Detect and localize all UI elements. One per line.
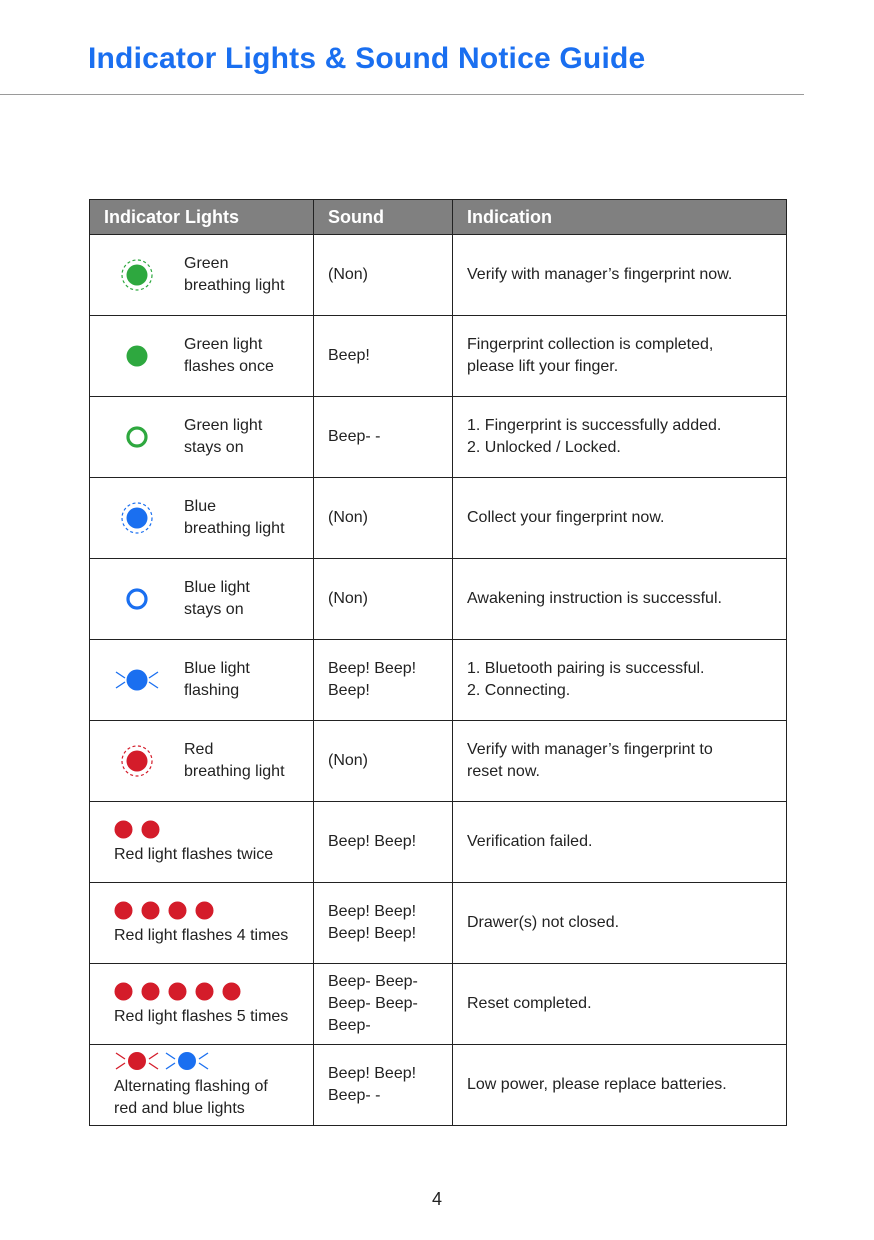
- red-flashing-light-icon: [114, 1048, 160, 1074]
- table-row: [90, 235, 787, 316]
- sound-cell: (Non): [314, 478, 453, 559]
- red-flash-dots: [114, 980, 313, 1002]
- red-dot-icon: [168, 901, 187, 920]
- light-description: Alternating flashing of red and blue lights: [114, 1078, 268, 1117]
- blue-ring-icon: [119, 581, 155, 617]
- light-cell: [90, 802, 314, 883]
- light-cell: [90, 883, 314, 964]
- red-dot-icon: [222, 982, 241, 1001]
- blue-flashing-light-icon: [113, 665, 161, 695]
- sound-cell: (Non): [314, 559, 453, 640]
- light-cell: [90, 1045, 314, 1126]
- light-cell: [90, 316, 314, 397]
- red-flash-dots: [114, 818, 313, 840]
- table-row: [90, 721, 787, 802]
- sound-cell: Beep- -: [314, 397, 453, 478]
- red-dot-icon: [114, 901, 133, 920]
- table-row: [90, 883, 787, 964]
- light-description: Green light flashes once: [184, 336, 274, 375]
- light-description: Red breathing light: [184, 741, 285, 780]
- table-row: [90, 478, 787, 559]
- light-description: Red light flashes 4 times: [114, 927, 289, 944]
- sound-cell: Beep!: [314, 316, 453, 397]
- red-dot-icon: [114, 982, 133, 1001]
- indication-cell: Drawer(s) not closed.: [453, 883, 787, 964]
- red-dot-icon: [141, 820, 160, 839]
- table-header-row: [90, 200, 787, 235]
- light-description: Blue breathing light: [184, 498, 285, 537]
- light-cell: [90, 397, 314, 478]
- sound-cell: Beep! Beep! Beep!: [314, 640, 453, 721]
- indication-cell: Verify with manager’s fingerprint now.: [453, 235, 787, 316]
- green-solid-dot-icon: [119, 338, 155, 374]
- column-header-indicator-lights: Indicator Lights: [90, 200, 314, 235]
- title-divider: [0, 94, 804, 95]
- red-dot-icon: [114, 820, 133, 839]
- sound-cell: Beep! Beep! Beep- -: [314, 1045, 453, 1126]
- sound-cell: Beep! Beep! Beep! Beep!: [314, 883, 453, 964]
- light-description: Blue light stays on: [184, 579, 250, 618]
- light-description: Red light flashes twice: [114, 846, 274, 863]
- blue-flashing-light-icon: [164, 1048, 210, 1074]
- red-breathing-light-icon: [119, 743, 155, 779]
- sound-cell: (Non): [314, 235, 453, 316]
- table-row: [90, 397, 787, 478]
- light-description: Blue light flashing: [184, 660, 250, 699]
- red-flash-dots: [114, 899, 313, 921]
- column-header-indication: Indication: [453, 200, 787, 235]
- indication-cell: Verification failed.: [453, 802, 787, 883]
- indication-cell: 1. Bluetooth pairing is successful. 2. Connecting.: [453, 640, 787, 721]
- light-cell: [90, 478, 314, 559]
- light-cell: [90, 964, 314, 1045]
- indication-cell: Awakening instruction is successful.: [453, 559, 787, 640]
- blue-breathing-light-icon: [119, 500, 155, 536]
- indication-cell: Reset completed.: [453, 964, 787, 1045]
- table-row: [90, 316, 787, 397]
- red-dot-icon: [141, 901, 160, 920]
- green-ring-icon: [119, 419, 155, 455]
- indication-cell: Fingerprint collection is completed, please lift your finger.: [453, 316, 787, 397]
- indication-cell: Verify with manager’s fingerprint to reset now.: [453, 721, 787, 802]
- page-title: Indicator Lights & Sound Notice Guide: [88, 42, 646, 75]
- light-cell: [90, 235, 314, 316]
- light-description: Red light flashes 5 times: [114, 1008, 289, 1025]
- sound-cell: Beep! Beep!: [314, 802, 453, 883]
- table-row: [90, 640, 787, 721]
- table-row: [90, 1045, 787, 1126]
- alternating-lights: [114, 1050, 313, 1072]
- indication-cell: 1. Fingerprint is successfully added. 2. Unlocked / Locked.: [453, 397, 787, 478]
- red-dot-icon: [141, 982, 160, 1001]
- green-breathing-light-icon: [119, 257, 155, 293]
- indication-cell: Low power, please replace batteries.: [453, 1045, 787, 1126]
- table-row: [90, 802, 787, 883]
- light-cell: [90, 559, 314, 640]
- indication-cell: Collect your fingerprint now.: [453, 478, 787, 559]
- light-cell: [90, 640, 314, 721]
- table-row: [90, 964, 787, 1045]
- sound-cell: (Non): [314, 721, 453, 802]
- red-dot-icon: [168, 982, 187, 1001]
- light-cell: [90, 721, 314, 802]
- light-description: Green breathing light: [184, 255, 285, 294]
- table-row: [90, 559, 787, 640]
- page-number: 4: [431, 1189, 442, 1209]
- light-description: Green light stays on: [184, 417, 263, 456]
- red-dot-icon: [195, 982, 214, 1001]
- column-header-sound: Sound: [314, 200, 453, 235]
- sound-cell: Beep- Beep- Beep- Beep- Beep-: [314, 964, 453, 1045]
- red-dot-icon: [195, 901, 214, 920]
- indicator-table: [89, 199, 787, 1126]
